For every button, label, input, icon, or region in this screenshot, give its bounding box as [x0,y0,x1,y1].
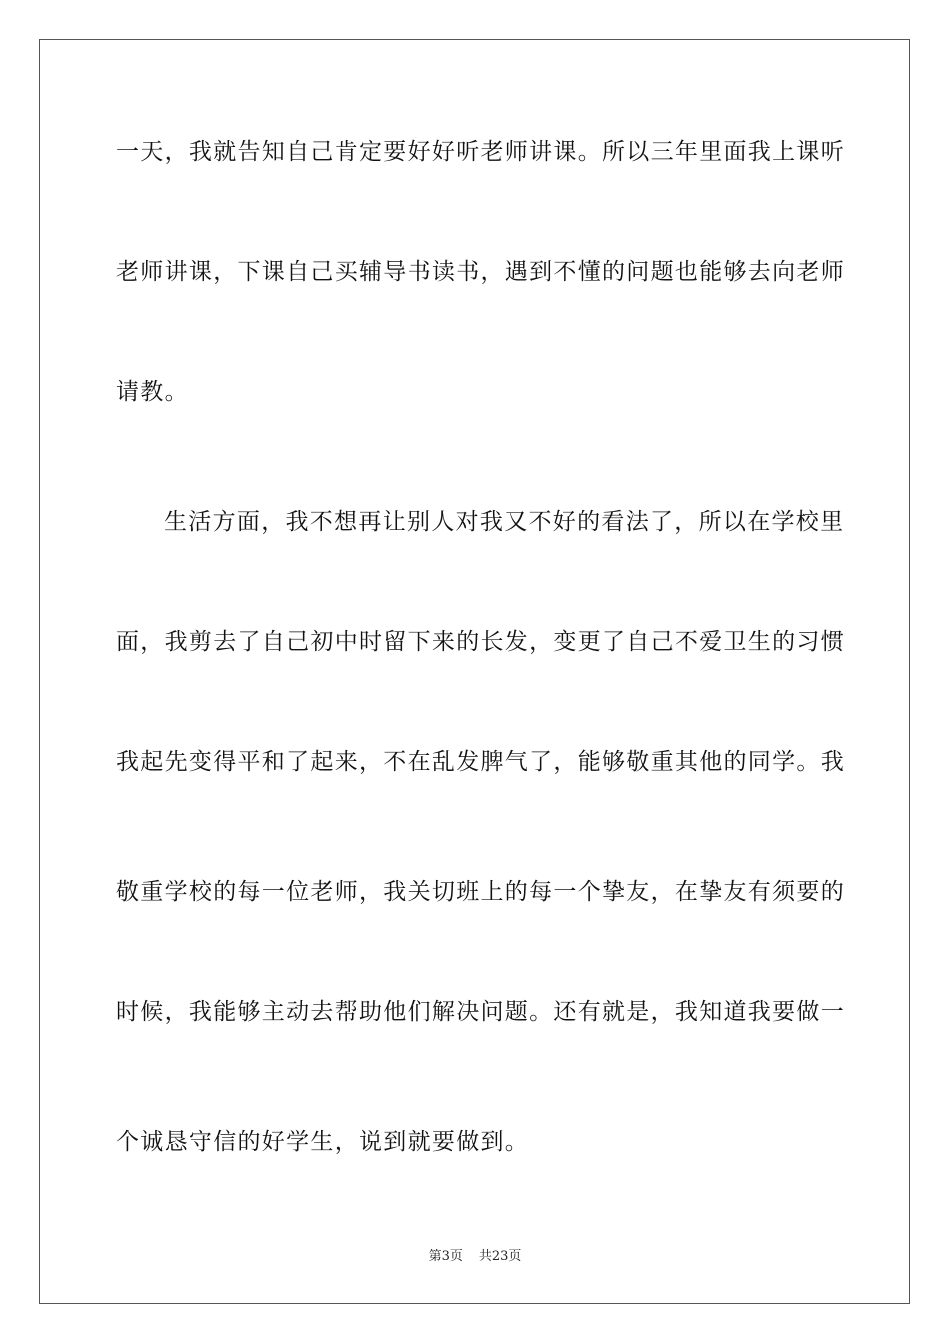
page-total: 共23页 [478,1249,522,1264]
page-footer [0,1248,950,1266]
text-line: 个诚恳守信的好学生，说到就要做到。 [116,1129,530,1155]
text-line: 敬重学校的每一位老师，我关切班上的每一个挚友，在挚友有须要的 [116,879,845,905]
page-number: 第3页 [428,1249,463,1264]
paragraph-first-line: 生活方面，我不想再让别人对我又不好的看法了，所以在学校里 [164,509,845,535]
page-border [39,39,910,1304]
text-line: 老师讲课，下课自己买辅导书读书，遇到不懂的问题也能够去向老师 [116,259,845,285]
text-line: 我起先变得平和了起来，不在乱发脾气了，能够敬重其他的同学。我 [116,749,845,775]
text-line: 时候，我能够主动去帮助他们解决问题。还有就是，我知道我要做一 [116,999,845,1025]
text-line: 面，我剪去了自己初中时留下来的长发，变更了自己不爱卫生的习惯 [116,629,845,655]
text-line: 一天，我就告知自己肯定要好好听老师讲课。所以三年里面我上课听 [116,139,845,165]
text-line: 请教。 [116,379,189,405]
